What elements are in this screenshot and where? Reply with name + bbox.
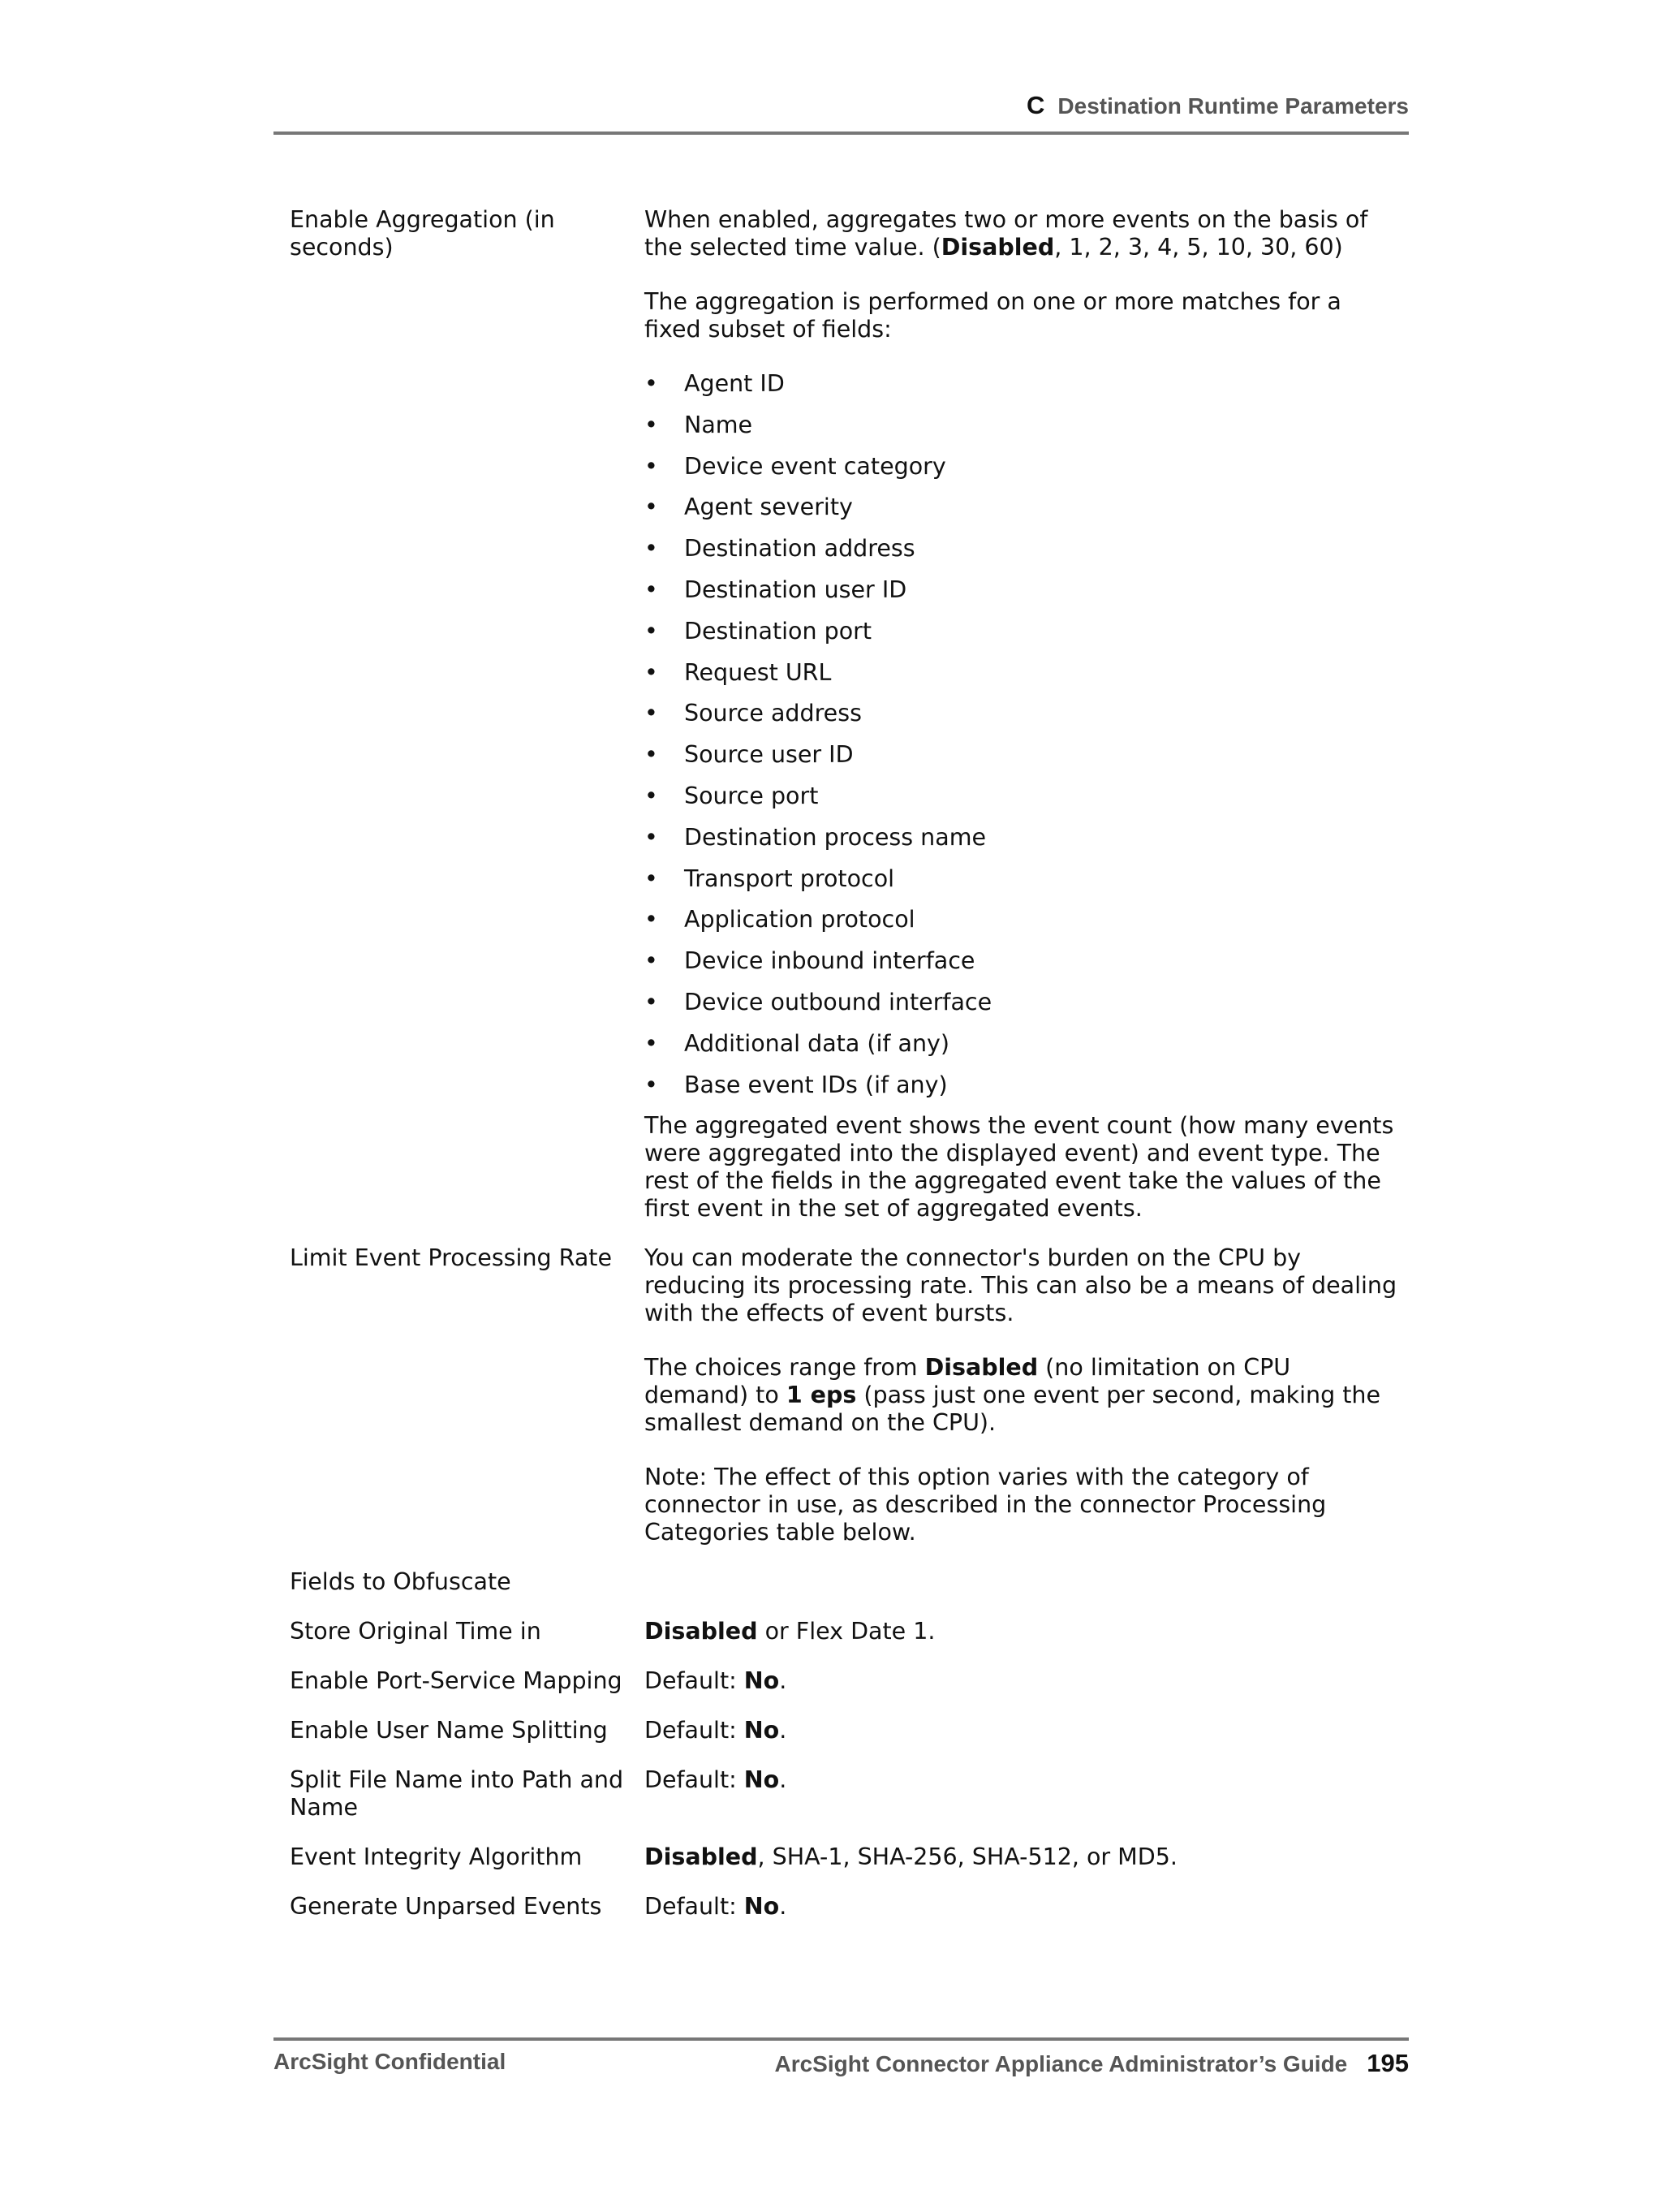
parameter-name: Enable Aggregation (in seconds) [290,206,555,261]
text: or Flex Date 1. [757,1617,936,1645]
parameter-description [644,1244,1399,1546]
list-item [644,906,1399,934]
text: (pass just one event per second, making the smallest demand on the CPU). [644,1381,1380,1436]
table-row [290,1244,1402,1546]
list-item-label: Source address [684,700,862,727]
paragraph: The aggregated event shows the event count (how many events were aggregated into the displayed event) and event type. The rest of the fields in the aggregated event take the values of the first event in the set of aggregated events. [644,1111,1394,1222]
text: Default: [644,1716,744,1744]
text: . [779,1892,787,1920]
list-item [644,1030,1399,1058]
bullet-icon: • [644,988,658,1015]
list-item [644,370,1399,398]
section-title: Destination Runtime Parameters [1057,93,1409,119]
text: , 1, 2, 3, 4, 5, 10, 30, 60) [1054,234,1343,261]
list-item [644,494,1399,521]
list-item [644,1072,1399,1099]
list-item-label: Destination process name [684,823,987,851]
parameter-description [644,1766,1399,1822]
paragraph: Note: The effect of this option varies with the category of connector in use, as described in the connector Processing Categories table below. [644,1463,1327,1546]
list-item [644,741,1399,769]
parameter-name: Generate Unparsed Events [290,1892,602,1920]
running-header [1027,91,1409,120]
list-item [644,700,1399,727]
parameter-name: Split File Name into Path and Name [290,1766,624,1821]
parameter-name: Store Original Time in [290,1617,541,1645]
section-letter: C [1027,91,1045,119]
list-item [644,989,1399,1016]
table-row [290,1667,1402,1695]
text: (no limitation on CPU demand) to [644,1353,1291,1408]
bullet-icon: • [644,741,658,769]
paragraph [644,206,1399,261]
list-item-label: Device outbound interface [684,988,992,1015]
list-item [644,659,1399,687]
parameter-name: Enable User Name Splitting [290,1716,608,1744]
paragraph: You can moderate the connector's burden on the CPU by reducing its processing rate. This can also be a means of dealing with the effects of event bursts. [644,1244,1397,1326]
table-row [290,1568,1402,1596]
text: , SHA-1, SHA-256, SHA-512, or MD5. [757,1843,1178,1870]
bullet-icon: • [644,865,658,892]
list-item-label: Transport protocol [684,865,895,892]
table-row [290,206,1402,1222]
bold-text: Disabled [941,234,1055,261]
parameter-description [644,1618,1399,1645]
parameter-description [644,1843,1399,1871]
bold-text: No [743,1766,780,1793]
bullet-icon: • [644,535,658,563]
list-item-label: Agent ID [684,370,785,397]
list-item-label: Request URL [684,658,832,686]
bullet-icon: • [644,1071,658,1098]
parameter-description [644,1893,1399,1921]
table-row [290,1843,1402,1871]
parameter-name: Fields to Obfuscate [290,1567,511,1595]
parameter-name: Limit Event Processing Rate [290,1244,613,1271]
bullet-icon: • [644,1029,658,1057]
list-item-label: Agent severity [684,494,853,521]
page-header [273,91,1409,135]
bullet-icon: • [644,947,658,975]
paragraph: The aggregation is performed on one or more matches for a fixed subset of fields: [644,288,1341,343]
footer-guide-title [774,2049,1409,2078]
bullet-icon: • [644,617,658,645]
parameter-description [644,206,1399,1222]
bold-text: No [743,1667,780,1694]
footer-confidential: ArcSight Confidential [273,2049,506,2074]
bold-text: Disabled [644,1617,758,1645]
list-item [644,865,1399,893]
table-row [290,1766,1402,1822]
list-item [644,535,1399,563]
list-item-label: Device inbound interface [684,947,975,975]
list-item-label: Base event IDs (if any) [684,1071,948,1098]
bold-text: Disabled [924,1353,1039,1381]
list-item [644,412,1399,439]
list-item-label: Additional data (if any) [684,1029,950,1057]
list-item [644,453,1399,481]
parameter-description [644,1667,1399,1695]
parameter-name: Event Integrity Algorithm [290,1843,583,1870]
list-item-label: Name [684,411,753,438]
list-item [644,947,1399,975]
text: The choices range from [644,1353,925,1381]
page-footer [273,2037,1409,2077]
bullet-icon: • [644,906,658,934]
text: Default: [644,1892,744,1920]
text: Default: [644,1766,744,1793]
list-item [644,783,1399,810]
bullet-list [644,370,1399,1099]
bullet-icon: • [644,823,658,851]
list-item-label: Source user ID [684,741,854,769]
bold-text: Disabled [644,1843,758,1870]
list-item [644,618,1399,645]
table-row [290,1717,1402,1744]
text: Default: [644,1667,744,1694]
paragraph [644,1354,1399,1437]
list-item [644,824,1399,852]
bold-text: No [743,1892,780,1920]
list-item-label: Destination user ID [684,576,907,603]
list-item [644,576,1399,604]
bullet-icon: • [644,576,658,603]
table-row [290,1618,1402,1645]
list-item-label: Device event category [684,452,946,480]
bullet-icon: • [644,658,658,686]
bullet-icon: • [644,782,658,809]
text: . [779,1667,787,1694]
parameter-name: Enable Port-Service Mapping [290,1667,622,1694]
parameter-description [644,1717,1399,1744]
bullet-icon: • [644,411,658,438]
bold-text: 1 eps [786,1381,857,1408]
list-item-label: Source port [684,782,819,809]
text: . [779,1716,787,1744]
list-item-label: Destination address [684,535,915,563]
list-item-label: Destination port [684,617,872,645]
text: . [779,1766,787,1793]
bullet-icon: • [644,452,658,480]
bullet-icon: • [644,494,658,521]
text: When enabled, aggregates two or more events on the basis of the selected time value. ( [644,206,1368,261]
table-row [290,1893,1402,1921]
bullet-icon: • [644,370,658,397]
parameter-table [290,206,1402,1921]
page-number: 195 [1367,2049,1409,2077]
parameter-description [644,1568,1399,1596]
bullet-icon: • [644,700,658,727]
list-item-label: Application protocol [684,906,915,934]
guide-title: ArcSight Connector Appliance Administrator’s Guide [774,2051,1348,2076]
bold-text: No [743,1716,780,1744]
